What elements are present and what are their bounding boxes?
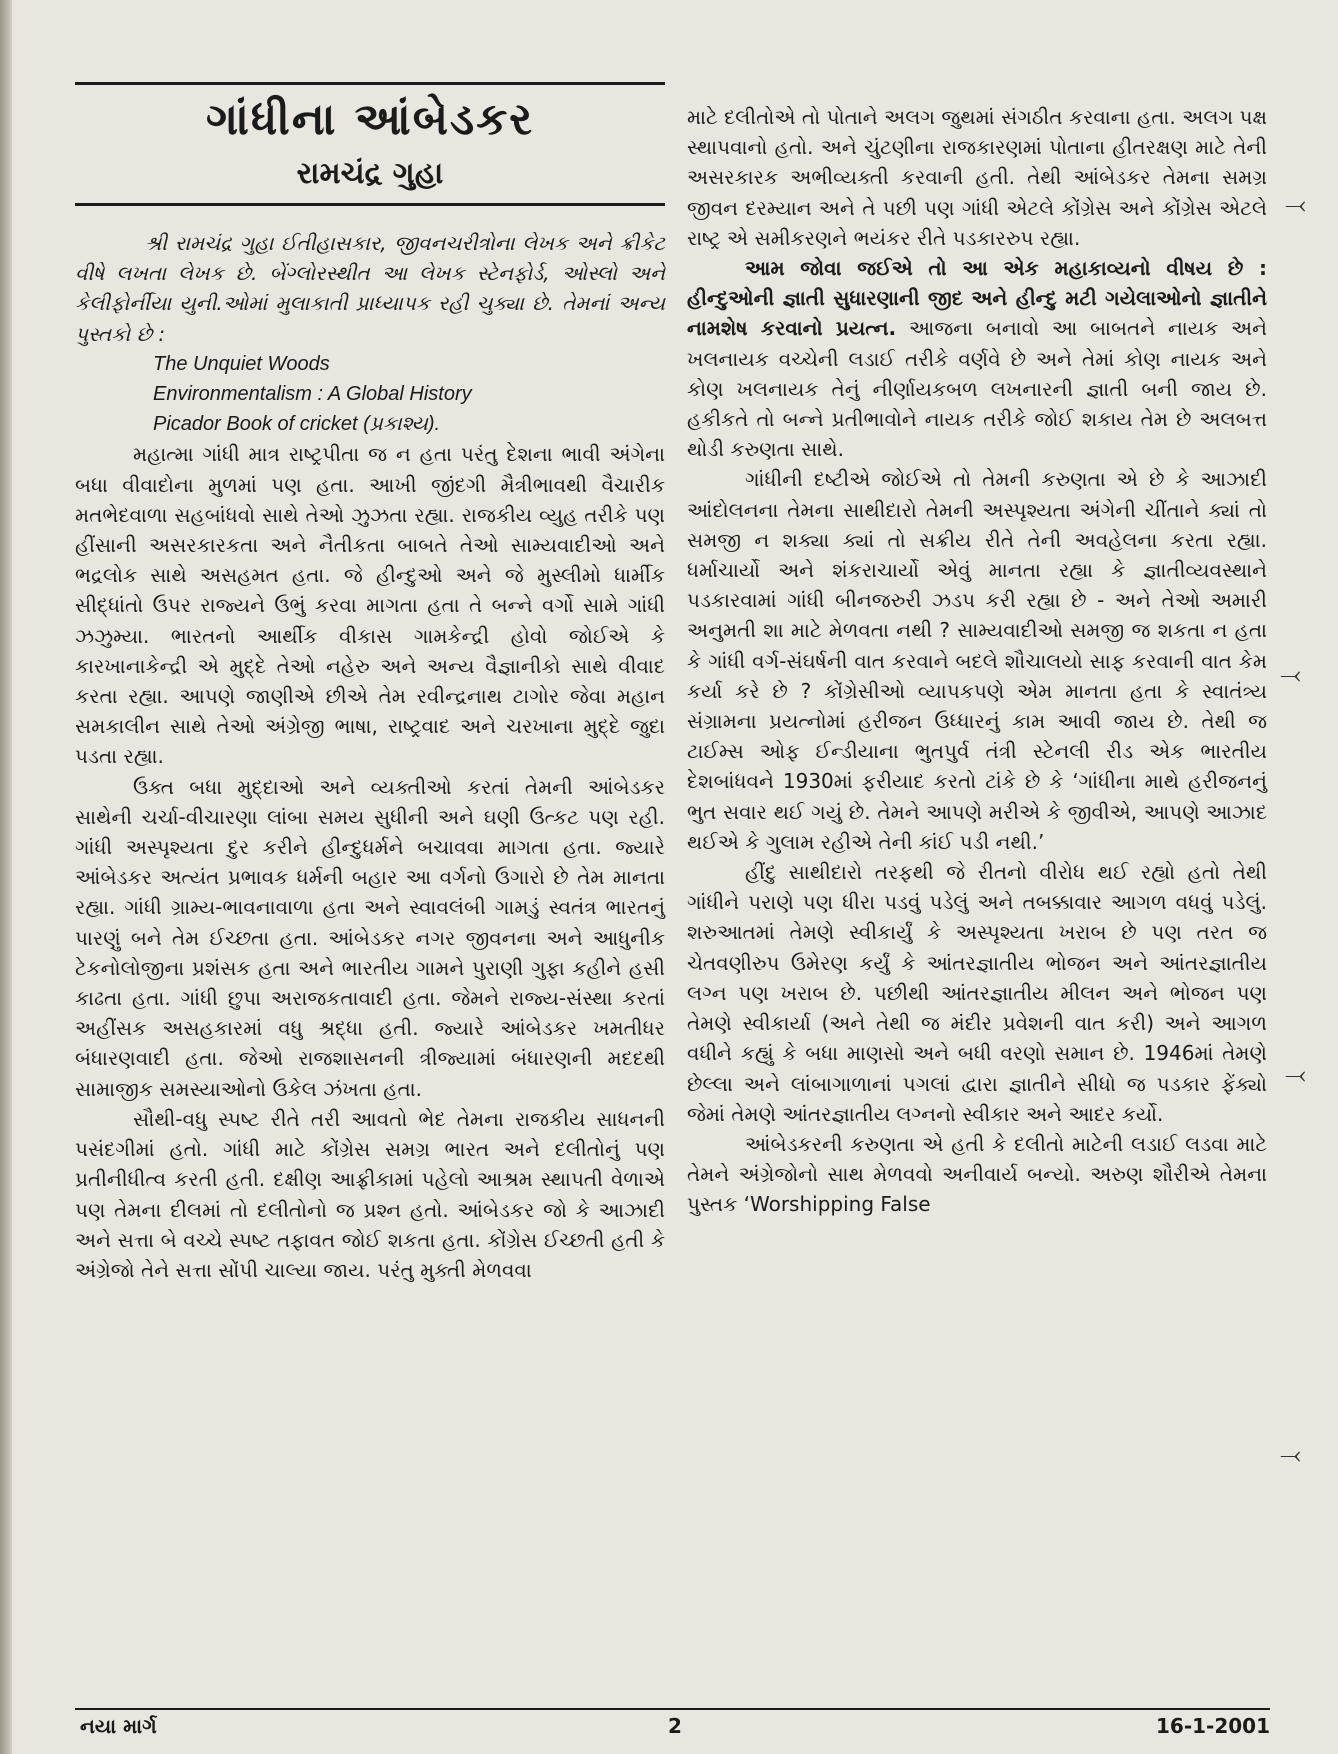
right-column bbox=[687, 102, 1267, 1220]
page-binding-edge bbox=[0, 0, 12, 1754]
body-paragraph: ઉક્ત બધા મુદ્દાઓ અને વ્યક્તીઓ કરતાં તેમની આંબેડકર સાથેની ચર્ચા-વીચારણા લાંબા સમય સુધીની અને ઘણી ઉત્કટ પણ રહી. ગાંધી અસ્પૃશ્યતા દુર કરીને હીન્દુધર્મને બચાવવા માગતા હતા. જ્યારે આંબેડકર અત્યંત પ્રભાવક ધર્મની બહાર આ વર્ગનો ઉગારો છે તેમ માનતા રહ્યા. ગાંધી ગ્રામ્ય-ભાવનાવાળા હતા અને સ્વાવલંબી ગામડું સ્વતંત્ર ભારતનું પારણું બને તેમ ઈચ્છતા હતા. આંબેડકર નગર જીવનના અને આધુનીક ટેકનોલોજીના પ્રશંસક હતા અને ભારતીય ગામને પુરાણી ગુફા કહીને હસી કાઢતા હતા. ગાંધી છુપા અરાજકતાવાદી હતા. જેમને રાજ્ય-સંસ્થા કરતાં અહીંસક અસહકારમાં વધુ શ્રદ્ધા હતી. જ્યારે આંબેડકર ખમતીધર બંધારણવાદી હતા. જેઓ રાજશાસનની ત્રીજ્યામાં બંધારણની મદદથી સામાજીક સમસ્યાઓનો ઉકેલ ઝંખતા હતા. bbox=[75, 774, 665, 1101]
body-paragraph: સૌથી-વધુ સ્પષ્ટ રીતે તરી આવતો ભેદ તેમના રાજકીય સાધનની પસંદગીમાં હતો. ગાંધી માટે કોંગ્રેસ સમગ્ર ભારત અને દલીતોનું પણ પ્રતીનીધીત્વ કરતી હતી. દક્ષીણ આફ્રીકામાં પહેલો આશ્રમ સ્થાપતી વેળાએ પણ તેમના દીલમાં તો દલીતોનો જ પ્રશ્ન હતો. આંબેડકર જો કે આઝાદી અને સત્તા બે વચ્ચે સ્પષ્ટ તફાવત જોઈ શકતા હતા. કોંગ્રેસ ઈચ્છતી હતી કે અંગ્રેજો તેને સત્તા સોંપી ચાલ્યા જાય. પરંતુ મુક્તી મેળવવા bbox=[75, 1106, 665, 1282]
body-paragraph: હીંદુ સાથીદારો તરફથી જે રીતનો વીરોધ થઈ રહ્યો હતો તેથી ગાંધીને પરાણે પણ ધીરા પડવું પડેલું અને તબક્કાવાર આગળ વધવું પડેલું. શરુઆતમાં તેમણે સ્વીકાર્યું કે અસ્પૃશ્યતા ખરાબ છે પણ તરત જ ચેતવણીરુપ ઉમેરણ કર્યું કે આંતરજ્ઞાતીય ભોજન અને આંતરજ્ઞાતીય લગ્ન પણ ખરાબ છે. પછીથી આંતરજ્ઞાતીય મીલન અને ભોજન પણ તેમણે સ્વીકાર્યા (અને તેથી જ મંદીર પ્રવેશની વાત કરી) અને આગળ વધીને કહ્યું કે બધા માણસો અને બધી વરણો સમાન છે. 1946માં તેમણે છેલ્લા અને લાંબાગાળાનાં પગલાં દ્વારા જ્ઞાતીને સીધો જ પડકાર ફેંક્યો જેમાં તેમણે આંતરજ્ઞાતીય લગ્નનો સ્વીકાર અને આદર કર્યો. bbox=[687, 860, 1267, 1126]
book-title: Picador Book of cricket (પ્રકાશ્ય). bbox=[153, 413, 441, 436]
footer-rule bbox=[75, 1708, 1270, 1710]
margin-mark-icon: ⤙ bbox=[1285, 190, 1306, 220]
book-title: The Unquiet Woods bbox=[153, 352, 330, 375]
margin-mark-icon: ⤙ bbox=[1280, 660, 1301, 690]
article-author: રામચંદ્ર ગુહા bbox=[296, 156, 444, 191]
page-number: 2 bbox=[668, 1714, 682, 1738]
body-paragraph: મહાત્મા ગાંધી માત્ર રાષ્ટ્રપીતા જ ન હતા પરંતુ દેશના ભાવી અંગેના બધા વીવાદોના મુળમાં પણ હતા. આખી જીંદગી મૈત્રીભાવથી વૈચારીક મતભેદવાળા સહબાંધવો સાથે તેઓ ઝુઝતા રહ્યા. રાજકીય વ્યુહ તરીકે પણ હીંસાની અસરકારકતા અને નૈતીકતા બાબતે તેઓ સામ્યવાદીઓ અને ભદ્રલોક સાથે અસહમત હતા. જે હીન્દુઓ અને જે મુસ્લીમો ધાર્મીક સીદ્ધાંતો ઉપર રાજ્યને ઉભું કરવા માગતા હતા તે બન્ને વર્ગો સામે ગાંધી ઝઝુમ્યા. ભારતનો આર્થીક વીકાસ ગામકેન્દ્રી હોવો જોઈએ કે કારખાનાકેન્દ્રી એ મુદ્દે તેઓ નહેરુ અને અન્ય વૈજ્ઞાનીકો સાથે વીવાદ કરતા રહ્યા. આપણે જાણીએ છીએ તેમ રવીન્દ્રનાથ ટાગોર જેવા મહાન સમકાલીન સાથે તેઓ અંગ્રેજી ભાષા, રાષ્ટ્રવાદ અને ચરખાના મુદ્દે જુદા પડતા રહ્યા. bbox=[75, 442, 665, 769]
emphasis-text: આમ જોવા જઈએ તો આ એક મહાકાવ્યનો વીષય છે : હીન્દુઓની જ્ઞાતી સુધારણાની જીદ અને હીન્દુ મટી ગયેલાઓનો જ્ઞાતીને નામશેષ કરવાનો પ્રયત્ન. bbox=[687, 256, 1267, 341]
left-column bbox=[75, 228, 665, 1285]
margin-mark-icon: ⤙ bbox=[1280, 1440, 1301, 1470]
author-intro: શ્રી રામચંદ્ર ગુહા ઈતીહાસકાર, જીવનચરીત્રોના લેખક અને ક્રીકેટ વીષે લખતા લેખક છે. બેંગ્લોરસ્થીત આ લેખક સ્ટેનફોર્ડ, ઓસ્લો અને કેલીફોર્નીયા યુની.ઓમાં મુલાકાતી પ્રાધ્યાપક રહી ચુક્યા છે. તેમનાં અન્ય પુસ્તકો છે : bbox=[75, 231, 665, 346]
publication-name: નયા માર્ગ bbox=[80, 1714, 157, 1738]
title-top-rule bbox=[75, 82, 665, 85]
title-bottom-rule bbox=[75, 203, 665, 206]
title-block bbox=[75, 82, 665, 206]
body-paragraph bbox=[687, 253, 1267, 464]
body-text: આજના બનાવો આ બાબતને નાયક અને ખલનાયક વચ્ચેની લડાઈ તરીકે વર્ણવે છે અને તેમાં કોણ નાયક અને કોણ ખલનાયક તેનું નીર્ણાયકબળ લખનારની જ્ઞાતી બની જાય છે. હકીકતે તો બન્ને પ્રતીભાવોને નાયક તરીકે જોઈ શકાય તેમ છે અલબત્ત થોડી કરુણતા સાથે. bbox=[687, 316, 1267, 462]
body-paragraph: આંબેડકરની કરુણતા એ હતી કે દલીતો માટેની લડાઈ લડવા માટે તેમને અંગ્રેજોનો સાથ મેળવવો અનીવાર્ય બન્યો. અરુણ શૌરીએ તેમના પુસ્તક ‘Worshipping False bbox=[687, 1131, 1267, 1217]
book-title: Environmentalism : A Global History bbox=[153, 383, 472, 406]
article-title: ગાંધીના આંબેડકર bbox=[205, 94, 535, 145]
body-paragraph: ગાંધીની દષ્ટીએ જોઈએ તો તેમની કરુણતા એ છે કે આઝાદી આંદોલનના તેમના સાથીદારો તેમની અસ્પૃશ્યતા અંગેની ચીંતાને ક્યાં તો સમજી ન શક્યા ક્યાં તો સક્રીય રીતે તેની અવહેલના કરતા રહ્યા. ધર્માચાર્યો અને શંકરાચાર્યો એવું માનતા રહ્યા કે જ્ઞાતીવ્યવસ્થાને પડકારવામાં ગાંધી બીનજરુરી ઝડપ કરી રહ્યા છે - અને તેઓ અમારી અનુમતી શા માટે મેળવતા નથી ? સામ્યવાદીઓ સમજી જ શકતા ન હતા કે ગાંધી વર્ગ-સંઘર્ષની વાત કરવાને બદલે શૌચાલયો સાફ કરવાની વાત કેમ કર્યા કરે છે ? કોંગ્રેસીઓ વ્યાપકપણે એમ માનતા હતા કે સ્વાતંત્ર્ય સંગ્રામના પ્રયત્નોમાં હરીજન ઉધ્ધારનું કામ આવી જાય છે. તેથી જ ટાઈમ્સ ઓફ ઈન્ડીયાના ભુતપુર્વ તંત્રી સ્ટેનલી રીડ એક ભારતીય દેશબાંધવને 1930માં ફરીયાદ કરતો ટાંકે છે કે ‘ગાંધીના માથે હરીજનનું ભુત સવાર થઈ ગયું છે. તેમને આપણે મરીએ કે જીવીએ, આપણે આઝાદ થઈએ કે ગુલામ રહીએ તેની કાંઈ પડી નથી.’ bbox=[687, 467, 1267, 854]
body-paragraph: માટે દલીતોએ તો પોતાને અલગ જુથમાં સંગઠીત કરવાના હતા. અલગ પક્ષ સ્થાપવાનો હતો. અને ચુંટણીના રાજકારણમાં પોતાના હીતરક્ષણ માટે તેની અસરકારક અભીવ્યક્તી કરવાની હતી. તેથી આંબેડકર તેમના સમગ્ર જીવન દરમ્યાન અને તે પછી પણ ગાંધી એટલે કોંગ્રેસ અને કોંગ્રેસ એટલે રાષ્ટ્ર એ સમીકરણને ભયંકર રીતે પડકારરુપ રહ્યા. bbox=[687, 105, 1267, 250]
margin-mark-icon: ⤙ bbox=[1285, 1060, 1306, 1090]
book-list bbox=[75, 349, 665, 440]
issue-date: 16-1-2001 bbox=[1155, 1714, 1270, 1738]
